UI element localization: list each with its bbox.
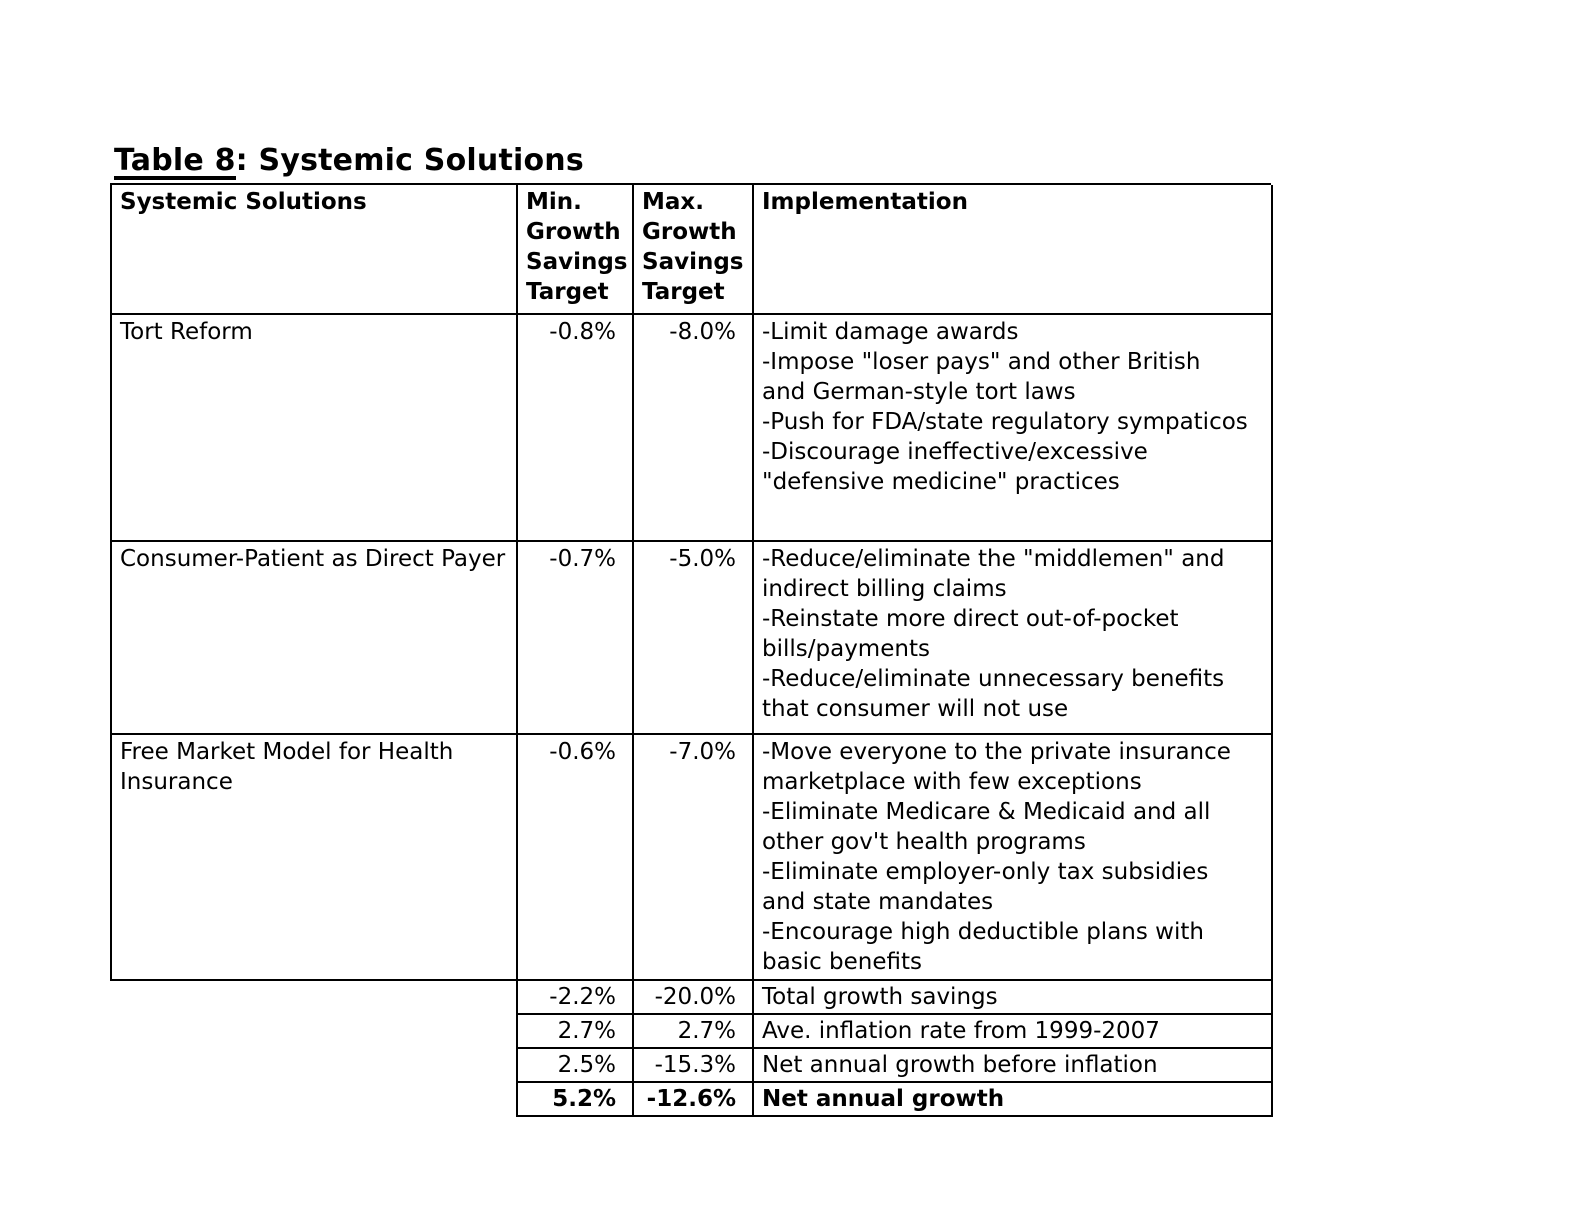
summary-row-net-growth-before-inflation [518, 1049, 1271, 1083]
summary-min-value: -2.2% [518, 981, 634, 1015]
header-min-growth-savings-target: Min. Growth Savings Target [518, 185, 634, 315]
implementation-item: -Eliminate Medicare & Medicaid and all other gov't health programs [762, 799, 1211, 855]
cell-implementation [754, 542, 1273, 735]
header-max-growth-savings-target: Max. Growth Savings Target [634, 185, 754, 315]
summary-label: Net annual growth [754, 1083, 1273, 1117]
implementation-item: -Reduce/eliminate unnecessary benefits that consumer will not use [762, 666, 1225, 722]
implementation-item: -Impose "loser pays" and other British and German-style tort laws [762, 349, 1201, 405]
summary-max-value: -15.3% [634, 1049, 754, 1083]
cell-min-value: -0.7% [518, 542, 634, 735]
header-systemic-solutions: Systemic Solutions [112, 185, 518, 315]
cell-max-value: -5.0% [634, 542, 754, 735]
implementation-item: -Encourage high deductible plans with basic benefits [762, 919, 1204, 975]
summary-row-total-growth-savings [518, 981, 1271, 1015]
table-row-consumer-patient [112, 542, 1271, 735]
implementation-item: -Eliminate employer-only tax subsidies and state mandates [762, 859, 1209, 915]
summary-min-value: 2.5% [518, 1049, 634, 1083]
summary-max-value: 2.7% [634, 1015, 754, 1049]
cell-solution: Consumer-Patient as Direct Payer [112, 542, 518, 735]
implementation-item: -Reduce/eliminate the "middlemen" and indirect billing claims [762, 546, 1225, 602]
summary-row-net-annual-growth [518, 1083, 1271, 1117]
summary-label: Ave. inflation rate from 1999-2007 [754, 1015, 1273, 1049]
summary-label: Total growth savings [754, 981, 1273, 1015]
summary-min-value: 5.2% [518, 1083, 634, 1117]
cell-solution: Free Market Model for Health Insurance [112, 735, 518, 981]
implementation-item: -Discourage ineffective/excessive "defensive medicine" practices [762, 439, 1148, 495]
summary-row-ave-inflation-rate [518, 1015, 1271, 1049]
cell-min-value: -0.6% [518, 735, 634, 981]
cell-min-value: -0.8% [518, 315, 634, 542]
implementation-item: -Reinstate more direct out-of-pocket bills/payments [762, 606, 1179, 662]
implementation-item: -Move everyone to the private insurance marketplace with few exceptions [762, 739, 1231, 795]
summary-min-value: 2.7% [518, 1015, 634, 1049]
cell-max-value: -7.0% [634, 735, 754, 981]
cell-implementation [754, 735, 1273, 981]
implementation-item: -Push for FDA/state regulatory sympaticos [762, 409, 1248, 435]
document-page [110, 144, 1271, 1117]
table-header-row [112, 185, 1271, 315]
table-row-tort-reform [112, 315, 1271, 542]
table-title [114, 144, 1271, 180]
cell-solution: Tort Reform [112, 315, 518, 542]
table-title-text: : Systemic Solutions [235, 143, 584, 178]
cell-max-value: -8.0% [634, 315, 754, 542]
table-row-free-market-model [112, 735, 1271, 981]
table-title-number: Table 8 [114, 143, 236, 178]
summary-section [516, 981, 1271, 1117]
implementation-item: -Limit damage awards [762, 319, 1019, 345]
summary-label: Net annual growth before inflation [754, 1049, 1273, 1083]
header-implementation: Implementation [754, 185, 1273, 315]
summary-max-value: -12.6% [634, 1083, 754, 1117]
systemic-solutions-table [110, 183, 1271, 981]
summary-max-value: -20.0% [634, 981, 754, 1015]
cell-implementation [754, 315, 1273, 542]
